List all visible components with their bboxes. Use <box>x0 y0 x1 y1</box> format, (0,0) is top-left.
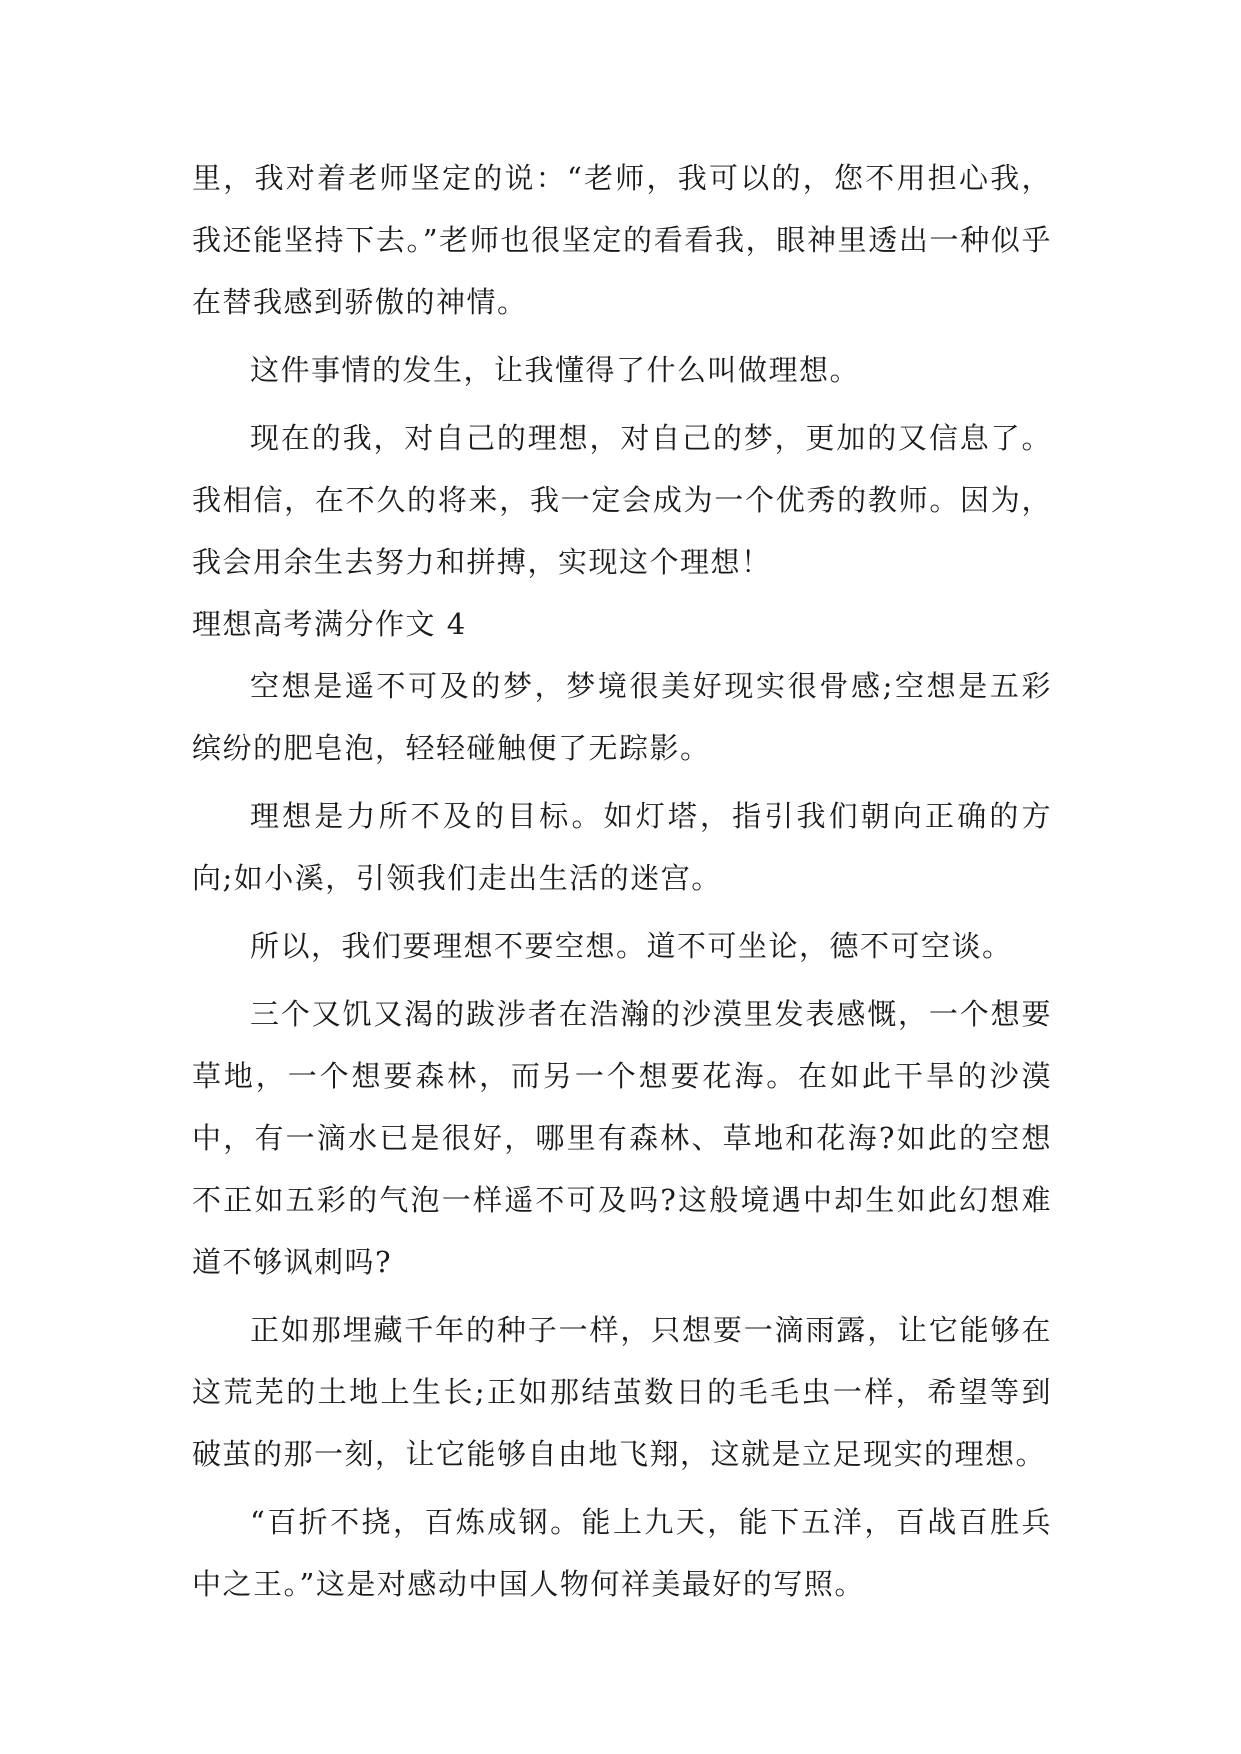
paragraph-continuation: 里，我对着老师坚定的说：“老师，我可以的，您不用担心我，我还能坚持下去。”老师也很坚定的看看我，眼神里透出一种似乎在替我感到骄傲的神情。 <box>192 161 1052 319</box>
paragraph: 现在的我，对自己的理想，对自己的梦，更加的又信息了。我相信，在不久的将来，我一定会成为一个优秀的教师。因为，我会用余生去努力和拼搏，实现这个理想！ <box>192 421 1052 579</box>
paragraph: “百折不挠，百炼成钢。能上九天，能下五洋，百战百胜兵中之王。”这是对感动中国人物何祥美最好的写照。 <box>192 1505 1052 1601</box>
section-title: 理想高考满分作文 4 <box>192 607 467 641</box>
paragraph: 三个又饥又渴的跋涉者在浩瀚的沙漠里发表感慨，一个想要草地，一个想要森林，而另一个想要花海。在如此干旱的沙漠中，有一滴水已是很好，哪里有森林、草地和花海?如此的空想不正如五彩的气泡一样遥不可及吗?这般境遇中却生如此幻想难道不够讽刺吗? <box>192 997 1052 1279</box>
paragraph: 空想是遥不可及的梦，梦境很美好现实很骨感;空想是五彩缤纷的肥皂泡，轻轻碰触便了无踪影。 <box>192 669 1052 765</box>
document-body <box>192 147 1052 1615</box>
paragraph: 这件事情的发生，让我懂得了什么叫做理想。 <box>250 353 861 387</box>
paragraph: 正如那埋藏千年的种子一样，只想要一滴雨露，让它能够在这荒芜的土地上生长;正如那结茧数日的毛毛虫一样，希望等到破茧的那一刻，让它能够自由地飞翔，这就是立足现实的理想。 <box>192 1313 1052 1471</box>
paragraph: 所以，我们要理想不要空想。道不可坐论，德不可空谈。 <box>250 929 1013 963</box>
paragraph: 理想是力所不及的目标。如灯塔，指引我们朝向正确的方向;如小溪，引领我们走出生活的迷宫。 <box>192 799 1052 895</box>
